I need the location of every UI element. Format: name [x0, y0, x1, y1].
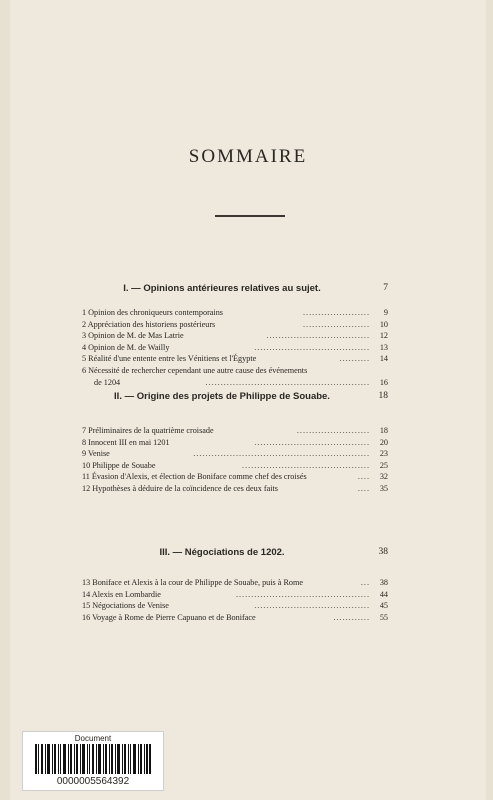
toc-entry-page: 20	[379, 437, 388, 447]
toc-entry-page: 32	[379, 472, 388, 482]
toc-entry-label: 4 Opinion de M. de Wailly	[82, 342, 170, 352]
toc-entry-label: 5 Réalité d'une entente entre les Vénitiens et l'Égypte	[82, 354, 257, 364]
section-heading	[82, 391, 388, 405]
toc-entry: 16 Voyage à Rome de Pierre Capuano et de Boniface ............ 55	[82, 612, 388, 622]
toc-entry: 14 Alexis en Lombardie ............................................ 44	[82, 589, 388, 599]
section-heading-page: 7	[383, 283, 388, 293]
toc-entry-label: 16 Voyage à Rome de Pierre Capuano et de Boniface	[82, 612, 256, 622]
section-heading-text: I. — Opinions antérieures relatives au sujet.	[123, 283, 321, 294]
toc-entry-page: 25	[379, 460, 388, 470]
toc-entry-page: 38	[379, 578, 388, 587]
section-2	[82, 391, 388, 495]
toc-entry: 7 Préliminaires de la quatrième croisade ........................ 18	[82, 426, 388, 435]
toc-entry-label: de 1204	[94, 377, 121, 387]
section-heading-text: II. — Origine des projets de Philippe de Souabe.	[114, 391, 330, 402]
toc-entry-label: 7 Préliminaires de la quatrième croisade	[82, 426, 214, 435]
toc-list	[82, 577, 388, 623]
toc-entry-page: 23	[379, 449, 388, 459]
toc-list	[82, 307, 388, 388]
toc-entry: 10 Philippe de Souabe .......................................... 25	[82, 460, 388, 470]
toc-entry: 5 Réalité d'une entente entre les Vénitiens et l'Égypte .......... 14	[82, 354, 388, 364]
toc-entry: 3 Opinion de M. de Mas Latrie .................................. 12	[82, 331, 388, 341]
page-title: SOMMAIRE	[188, 146, 308, 167]
toc-entry-label: 3 Opinion de M. de Mas Latrie	[82, 331, 184, 341]
toc-entry-label: 2 Appréciation des historiens postérieurs	[82, 319, 216, 329]
toc-entry-label: 15 Négociations de Venise	[82, 601, 169, 611]
barcode-caption: Document	[74, 734, 112, 743]
toc-entry-page: 14	[379, 354, 388, 364]
toc-entry: 9 Venise .......................................................... 23	[82, 449, 388, 459]
section-heading	[82, 283, 388, 297]
toc-entry-page: 45	[379, 601, 388, 611]
toc-entry: de 1204 ...................................................... 16	[82, 377, 388, 389]
toc-entry: 15 Négociations de Venise ...................................... 45	[82, 601, 388, 611]
section-heading	[82, 547, 388, 561]
toc-entry: 11 Évasion d'Alexis, et élection de Boniface comme chef des croisés .... 32	[82, 472, 388, 482]
toc-entry-page: 9	[383, 308, 388, 317]
toc-entry-page: 55	[379, 612, 388, 622]
toc-entry-label: 12 Hypothèses à déduire de la coïncidence de ces deux faits	[82, 483, 278, 493]
section-heading-page: 18	[378, 391, 388, 401]
toc-entry: 2 Appréciation des historiens postérieurs ...................... 10	[82, 319, 388, 329]
toc-list	[82, 425, 388, 495]
document-page	[10, 0, 486, 800]
toc-entry: 4 Opinion de M. de Wailly ...................................... 13	[82, 342, 388, 352]
toc-entry-page: 13	[379, 342, 388, 352]
title-rule	[215, 215, 285, 217]
toc-entry-page: 18	[379, 426, 388, 435]
section-heading-text: III. — Négociations de 1202.	[159, 547, 285, 558]
section-heading-page: 38	[378, 547, 388, 557]
toc-entry: 1 Opinion des chroniqueurs contemporains ...................... 9	[82, 308, 388, 317]
section-1	[82, 283, 388, 388]
toc-entry-page: 16	[379, 377, 388, 387]
barcode-icon	[35, 744, 151, 774]
toc-entry-label: 11 Évasion d'Alexis, et élection de Boniface comme chef des croisés	[82, 472, 307, 482]
toc-entry-label: 8 Innocent III en mai 1201	[82, 437, 170, 447]
barcode-number: 0000005564392	[56, 776, 130, 787]
toc-entry-label: 1 Opinion des chroniqueurs contemporains	[82, 308, 223, 317]
toc-entry-label: 14 Alexis en Lombardie	[82, 589, 161, 599]
section-3	[82, 547, 388, 623]
toc-entry-page: 35	[379, 483, 388, 493]
toc-entry-label: 6 Nécessité de rechercher cependant une autre cause des événements	[82, 365, 308, 375]
toc-entry-label: 13 Boniface et Alexis à la cour de Philippe de Souabe, puis à Rome	[82, 578, 304, 587]
toc-entry-page: 10	[379, 319, 388, 329]
toc-entry-label: 10 Philippe de Souabe	[82, 460, 156, 470]
toc-entry	[82, 365, 388, 377]
toc-entry-page: 12	[379, 331, 388, 341]
toc-entry: 8 Innocent III en mai 1201 ...................................... 20	[82, 437, 388, 447]
toc-entry-label: 9 Venise	[82, 449, 110, 459]
toc-entry: 12 Hypothèses à déduire de la coïncidence de ces deux faits .... 35	[82, 483, 388, 493]
barcode-label	[22, 731, 164, 791]
toc-entry: 13 Boniface et Alexis à la cour de Philippe de Souabe, puis à Rome ... 38	[82, 578, 388, 587]
toc-entry-page: 44	[379, 589, 388, 599]
